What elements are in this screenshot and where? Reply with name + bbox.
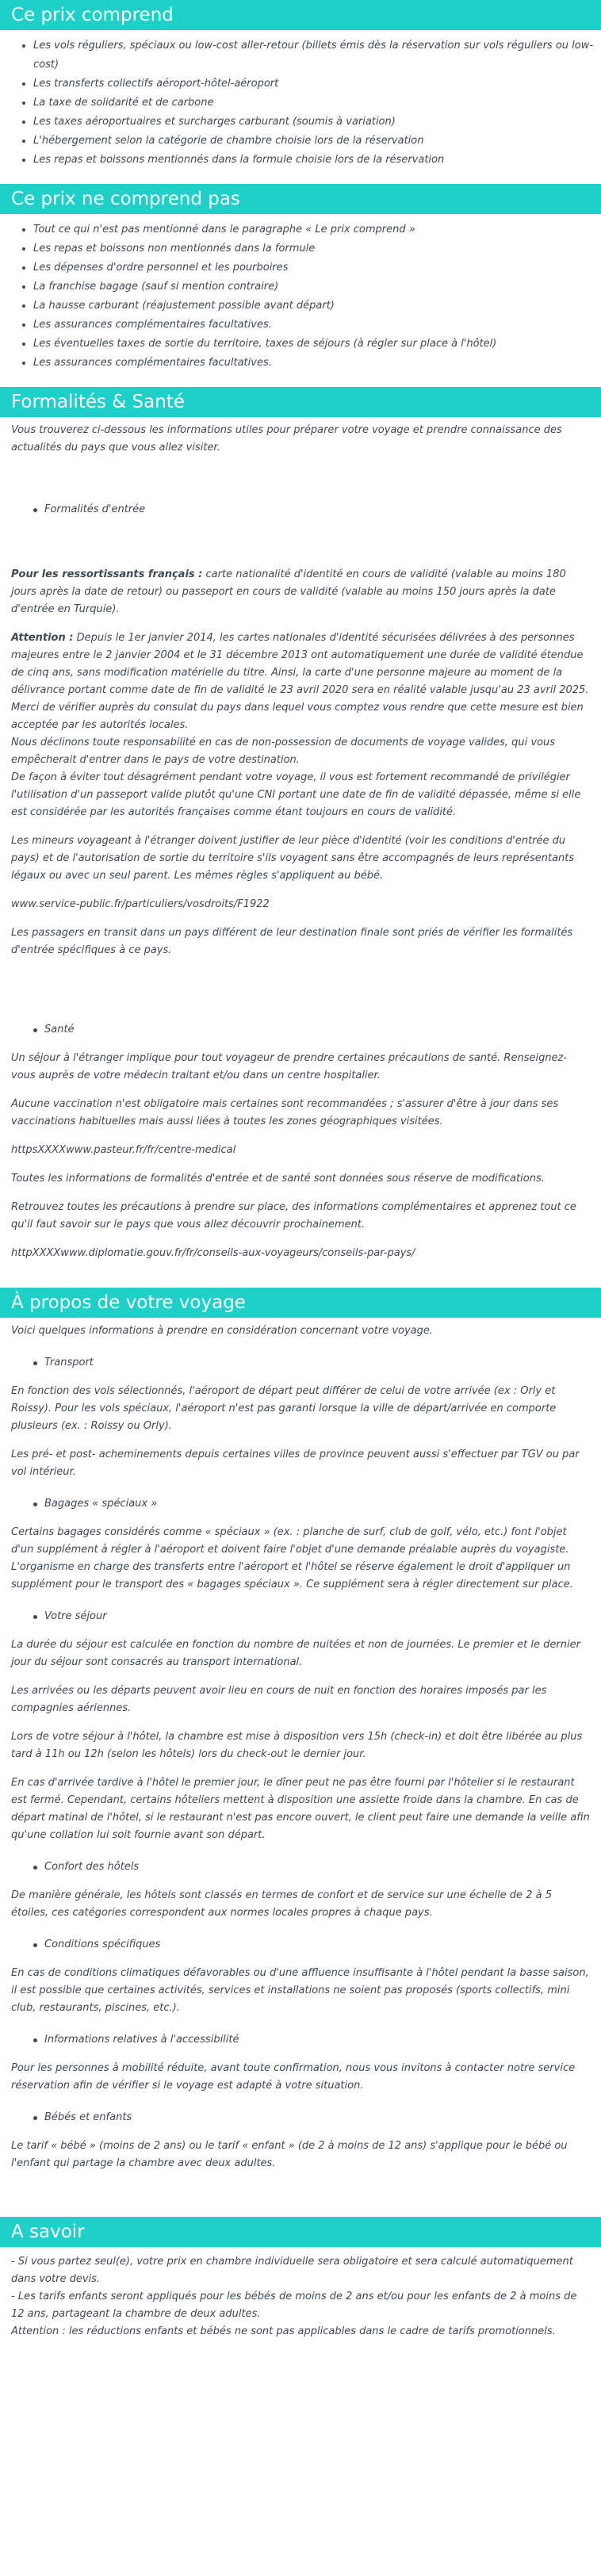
french-nationals-text: carte nationalité d'identité en cours de validité (valable au moins 180 jours après la date de retour) ou passeport en cours de validité (valable au moins 150 jours après la date d'entrée en Turquie). [11,568,566,615]
list-item: • Les assurances complémentaires facultatives. [33,316,601,335]
list-item: • Les taxes aéroportuaires et surcharges carburant (soumis à variation) [33,113,601,132]
list-item: • Les assurances complémentaires facultatives. [33,354,601,373]
liability-text: Nous déclinons toute responsabilité en cas de non-possession de documents de voyage valides, qui vous empêcherait d'entrer dans le pays de votre destination. [11,737,556,766]
entry-formalities-heading: Formalités d'entrée [11,501,590,519]
attention-text: Depuis le 1er janvier 2014, les cartes nationales d'identité sécurisées délivrées à des personnes majeures entre le 2 janvier 2004 et le 31 décembre 2013 ont automatiquement une durée de validité étendue de cinq ans, sans modification matérielle du titre. Ainsi, la carte d'une personne majeure au moment de la délivrance portant comme date de fin de validité le 23 avril 2020 sera en réalité valable jusqu'au 23 avril 2025. [11,632,589,696]
price-includes-list [0,36,601,170]
accessibility-text: Pour les personnes à mobilité réduite, avant toute confirmation, nous vous invitons à contacter notre service réservation afin de vérifier si le voyage est adapté à votre situation. [11,2062,576,2092]
spacer [11,468,590,487]
french-nationals-label: Pour les ressortissants français : [11,568,203,580]
stay-text-4: En cas d'arrivée tardive à l'hôtel le premier jour, le dîner peut ne pas être fourni par l'hôtelier si le restaurant est fermé. Cependant, certains hôteliers mettent à disposition une assiette froide dans la chambre. En cas de départ matinal de l'hôtel, si le restaurant n'est pas encore ouvert, le client peut faire une demande la veille afin qu'une collation lui soit fournie avant son départ. [11,1777,590,1841]
list-item: • La franchise bagage (sauf si mention contraire) [33,278,601,297]
good-to-know-body [0,2247,601,2341]
section-title-good-to-know: A savoir [0,2217,601,2247]
reservation-notice-text: Toutes les informations de formalités d'entrée et de santé sont données sous réserve de modifications. [11,1173,545,1185]
section-title-formalities: Formalités & Santé [0,387,601,417]
attention-label: Attention : [11,632,74,644]
list-item: • L'hébergement selon la catégorie de chambre choisie lors de la réservation [33,132,601,151]
list-item: • Les repas et boissons mentionnés dans la formule choisie lors de la réservation [33,151,601,170]
spacer [11,530,590,566]
section-about-trip [0,1288,601,2198]
formalities-intro: Vous trouverez ci-dessous les informations utiles pour préparer votre voyage et prendre connaissance des actualités du pays que vous allez visiter. [11,424,562,454]
section-title-about-trip: À propos de votre voyage [0,1288,601,1318]
section-title-price-excludes: Ce prix ne comprend pas [0,184,601,214]
hotel-comfort-text: De manière générale, les hôtels sont classés en termes de confort et de service sur une échelle de 2 à 5 étoiles, ces catégories correspondent aux normes locales propres à chaque pays. [11,1889,552,1919]
list-item: • La taxe de solidarité et de carbone [33,94,601,113]
list-item: • Les repas et boissons non mentionnés dans la formule [33,239,601,258]
child-rates-text: - Les tarifs enfants seront appliqués pour les bébés de moins de 2 ans et/ou pour les enfants de 2 à moins de 12 ans, partageant la chambre de deux adultes. [11,2291,577,2320]
list-item: • Les transferts collectifs aéroport-hôtel-aéroport [33,75,601,94]
price-excludes-list [0,220,601,373]
spacer [11,970,590,1007]
health-stay-text: Un séjour à l'étranger implique pour tout voyageur de prendre certaines précautions de santé. Renseignez-vous auprès de votre médecin traitant et/ou dans un centre hospitalier. [11,1052,568,1081]
french-nationals-paragraph [11,566,590,618]
stay-text-3: Lors de votre séjour à l'hôtel, la chambre est mise à disposition vers 15h (check-in) et doit être libérée au plus tard à 11h ou 12h (selon les hôtels) lors du check-out le dernier jour. [11,1731,583,1760]
section-price-excludes [0,184,601,387]
stay-text-1: La durée du séjour est calculée en fonction du nombre de nuitées et non de journées. Le premier et le dernier jour du séjour sont consacrés au transport international. [11,1639,580,1668]
transport-text-2: Les pré- et post- acheminements depuis certaines villes de province peuvent aussi s'effectuer par TGV ou par vol intérieur. [11,1449,580,1478]
list-item: • Les éventuelles taxes de sortie du territoire, taxes de séjours (à régler sur place à l'hôtel) [33,335,601,354]
section-price-includes [0,0,601,184]
solo-traveler-text: - Si vous partez seul(e), votre prix en chambre individuelle sera obligatoire et sera calculé automatiquement dans votre devis. [11,2256,573,2285]
verify-consulate-text: Merci de vérifier auprès du consulat du pays dans lequel vous comptez vous rendre que cette mesure est bien acceptée par les autorités locales. [11,702,584,731]
stay-text-2: Les arrivées ou les départs peuvent avoir lieu en cours de nuit en fonction des horaires imposés par les compagnies aériennes. [11,1685,547,1714]
about-trip-body [0,1318,601,2172]
conditions-heading: Conditions spécifiques [11,1936,590,1954]
pasteur-link[interactable]: httpsXXXXwww.pasteur.fr/fr/centre-medical [11,1144,236,1156]
list-item: • Les dépenses d'ordre personnel et les pourboires [33,258,601,278]
babies-children-text: Le tarif « bébé » (moins de 2 ans) ou le tarif « enfant » (de 2 à moins de 12 ans) s'applique pour le bébé ou l'enfant qui partage la chambre avec deux adultes. [11,2140,568,2169]
health-heading: Santé [11,1021,590,1039]
attention-paragraph [11,630,590,699]
list-item: • Tout ce qui n'est pas mentionné dans le paragraphe « Le prix comprend » [33,220,601,239]
passport-recommendation-text: De façon à éviter tout désagrément pendant votre voyage, il vous est fortement recommandé de privilégier l'utilisation d'un passeport valide plutôt qu'une CNI portant une date de fin de validité dépassée, même si elle est considérée par les autorités françaises comme étant toujours en cours de validité. [11,771,581,818]
accessibility-heading: Informations relatives à l'accessibilité [11,2031,590,2049]
service-public-link[interactable]: www.service-public.fr/particuliers/vosdroits/F1922 [11,898,270,910]
formalities-body [0,417,601,1262]
conditions-text: En cas de conditions climatiques défavorables ou d'une affluence insuffisante à l'hôtel pendant la basse saison, il est possible que certaines activités, services et installations ne soient pas proposés (sports collectifs, mini club, restaurants, piscines, etc.). [11,1967,589,2014]
vaccination-text: Aucune vaccination n'est obligatoire mais certaines sont recommandées ; s'assurer d'être à jour dans ses vaccinations habituelles mais aussi liées à toutes les zones géographiques visitées. [11,1098,559,1127]
minors-text: Les mineurs voyageant à l'étranger doivent justifier de leur pièce d'identité (voir les conditions d'entrée du pays) et de l'autorisation de sortie du territoire s'ils voyagent sans être accompagnés de leurs représentants légaux ou avec un seul parent. Les mêmes règles s'appliquent au bébé. [11,835,575,882]
transit-text: Les passagers en transit dans un pays différent de leur destination finale sont priés de vérifier les formalités d'entrée spécifiques à ce pays. [11,927,573,956]
transport-text-1: En fonction des vols sélectionnés, l'aéroport de départ peut différer de celui de votre arrivée (ex : Orly et Roissy). Pour les vols spéciaux, l'aéroport n'est pas garanti lorsque la ville de départ/arrivée en comporte plusieurs (ex. : Roissy ou Orly). [11,1385,557,1432]
transport-heading: Transport [11,1354,590,1372]
spacer [0,2198,601,2217]
find-precautions-text: Retrouvez toutes les précautions à prendre sur place, des informations complémentaires et apprenez tout ce qu'il faut savoir sur le pays que vous allez découvrir prochainement. [11,1201,576,1231]
list-item: • Les vols réguliers, spéciaux ou low-cost aller-retour (billets émis dès la réservation sur vols réguliers ou low-cost) [33,36,601,75]
reductions-notice-text: Attention : les réductions enfants et bébés ne sont pas applicables dans le cadre de tarifs promotionnels. [11,2325,556,2337]
section-good-to-know [0,2217,601,2355]
about-intro: Voici quelques informations à prendre en considération concernant votre voyage. [11,1325,434,1337]
section-formalities-health [0,387,601,1288]
hotel-comfort-heading: Confort des hôtels [11,1858,590,1876]
stay-heading: Votre séjour [11,1608,590,1625]
list-item: • La hausse carburant (réajustement possible avant départ) [33,297,601,316]
section-title-price-includes: Ce prix comprend [0,0,601,30]
luggage-heading: Bagages « spéciaux » [11,1495,590,1513]
diplomatie-link[interactable]: httpXXXXwww.diplomatie.gouv.fr/fr/conseils-aux-voyageurs/conseils-par-pays/ [11,1247,415,1259]
luggage-text: Certains bagages considérés comme « spéciaux » (ex. : planche de surf, club de golf, vélo, etc.) font l'objet d'un supplément à régler à l'aéroport et doivent faire l'objet d'une demande préalable auprès du voyagiste. L'organisme en charge des transferts entre l'aéroport et l'hôtel se réserve également le droit d'appliquer un supplément pour le transport des « bagages spéciaux ». Ce supplément sera à régler directement sur place. [11,1526,573,1590]
babies-children-heading: Bébés et enfants [11,2109,590,2126]
